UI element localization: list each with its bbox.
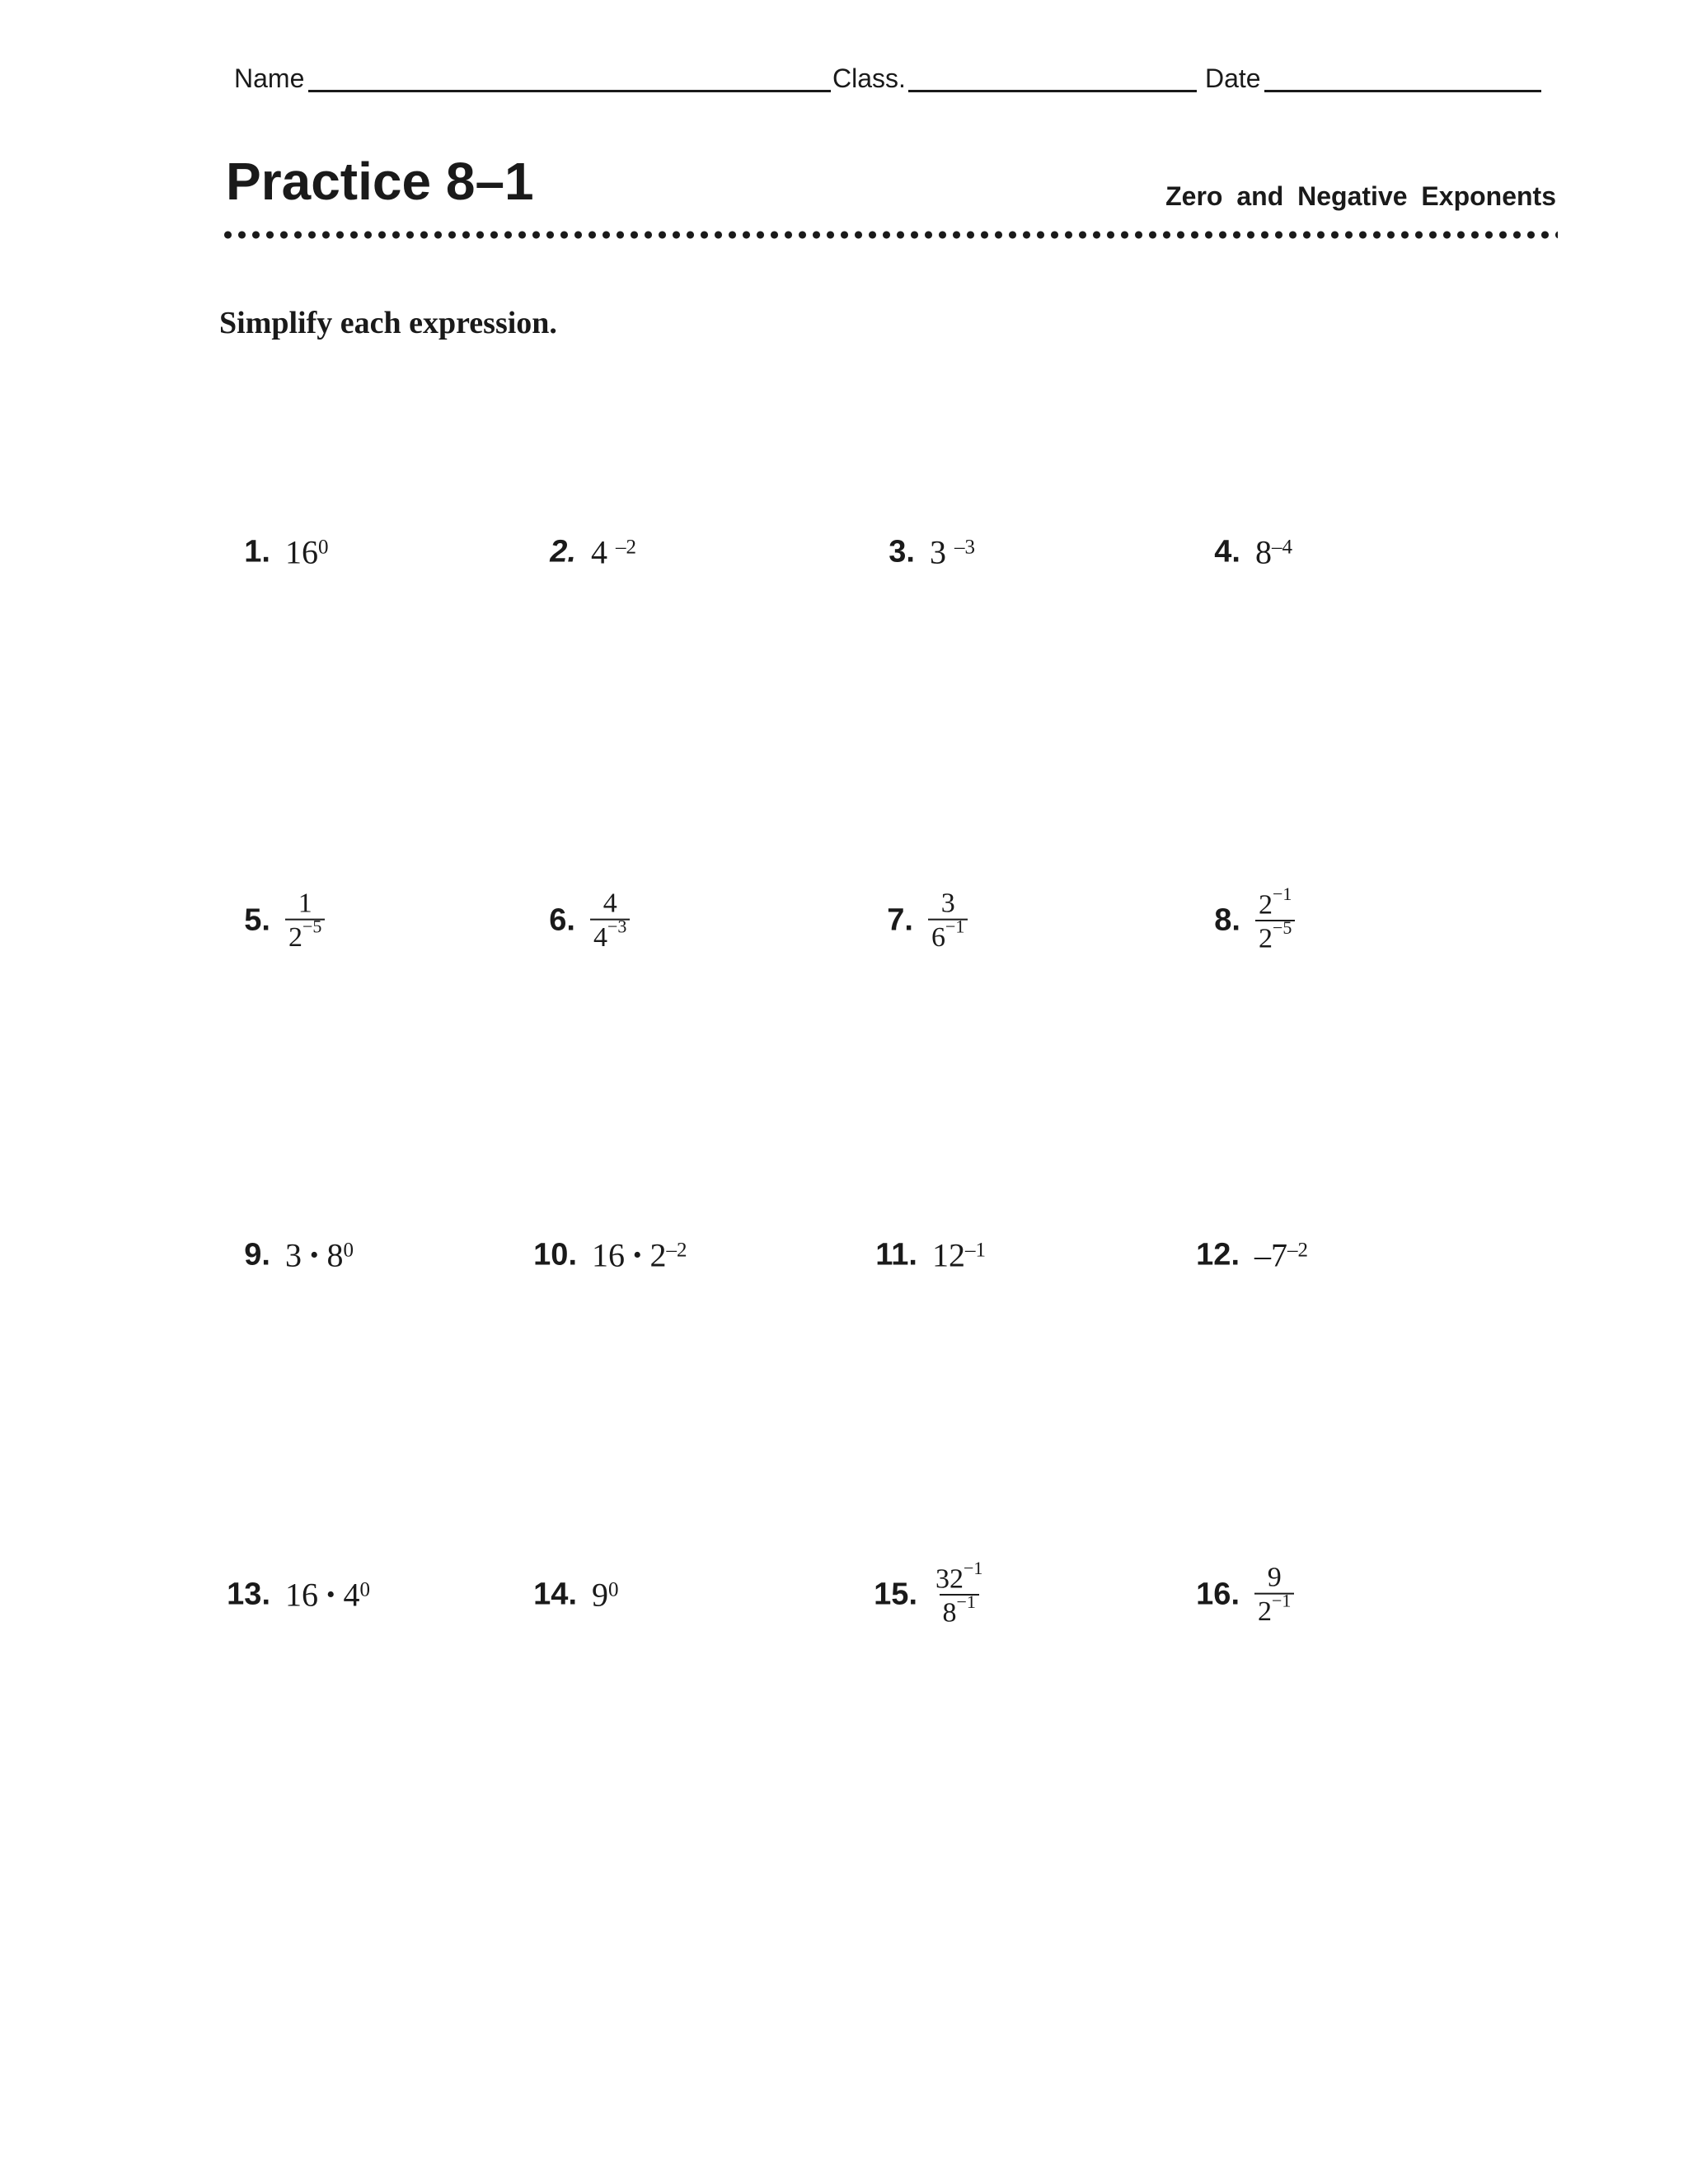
numerator: 3 bbox=[940, 888, 955, 919]
denominator bbox=[940, 1591, 979, 1629]
denominator bbox=[1254, 1592, 1294, 1626]
exponent: 0 bbox=[343, 1239, 354, 1261]
date-label: Date bbox=[1205, 63, 1261, 93]
multiply-dot: • bbox=[633, 1241, 642, 1268]
expression bbox=[930, 533, 975, 572]
expression bbox=[591, 533, 636, 572]
problem-number: 9. bbox=[244, 1237, 270, 1272]
problem-number: 4. bbox=[1214, 534, 1240, 569]
date-field[interactable] bbox=[1205, 58, 1551, 99]
expression bbox=[592, 1236, 687, 1275]
base: 4 bbox=[591, 533, 607, 571]
numerator bbox=[932, 1557, 986, 1595]
problem-number: 6. bbox=[549, 902, 575, 938]
base: 8 bbox=[1255, 533, 1272, 571]
expression bbox=[590, 889, 630, 953]
problem-number: 1. bbox=[244, 534, 270, 569]
multiply-dot: • bbox=[310, 1241, 319, 1268]
expression bbox=[285, 533, 329, 572]
name-label: Name bbox=[234, 63, 305, 93]
problem-number: 7. bbox=[887, 902, 913, 938]
exponent: –2 bbox=[1287, 1239, 1308, 1261]
name-field[interactable] bbox=[234, 58, 836, 99]
exponent: –2 bbox=[616, 536, 636, 558]
problem-number: 5. bbox=[244, 902, 270, 938]
fraction bbox=[590, 889, 630, 953]
page-subtitle: Zero and Negative Exponents bbox=[1165, 181, 1556, 211]
expression bbox=[592, 1576, 619, 1615]
problem-number: 12. bbox=[1196, 1237, 1240, 1272]
problem-number: 16. bbox=[1196, 1577, 1240, 1612]
denominator-base: 8 bbox=[942, 1597, 957, 1629]
denominator-base: 2 bbox=[1259, 923, 1273, 954]
fraction bbox=[285, 889, 325, 953]
class-field[interactable] bbox=[832, 58, 1203, 99]
exponent: –3 bbox=[954, 536, 975, 558]
class-label: Class. bbox=[832, 63, 906, 93]
denominator-base: 4 bbox=[593, 921, 607, 953]
fraction bbox=[932, 1557, 986, 1629]
denominator bbox=[590, 918, 630, 952]
expression bbox=[285, 889, 325, 953]
base: 2 bbox=[649, 1236, 667, 1274]
denominator bbox=[1255, 917, 1295, 954]
coefficient: 3 bbox=[285, 1236, 302, 1274]
class-line[interactable] bbox=[908, 90, 1197, 92]
numerator-exponent: −1 bbox=[1273, 883, 1292, 904]
base: 12 bbox=[932, 1236, 965, 1274]
expression bbox=[932, 1236, 986, 1275]
expression bbox=[285, 1576, 370, 1615]
problem-number: 10. bbox=[533, 1237, 577, 1272]
problem-number: 15. bbox=[874, 1577, 917, 1612]
base: 9 bbox=[592, 1576, 608, 1614]
fraction bbox=[928, 889, 968, 953]
coefficient: 16 bbox=[592, 1236, 625, 1274]
problem-number: 11. bbox=[875, 1237, 917, 1272]
date-line[interactable] bbox=[1264, 90, 1541, 92]
expression bbox=[285, 1236, 354, 1275]
expression bbox=[932, 1557, 986, 1629]
denominator-exponent: −3 bbox=[607, 916, 627, 937]
instructions: Simplify each expression. bbox=[219, 306, 557, 340]
dotted-divider bbox=[221, 227, 1558, 242]
numerator-exponent: −1 bbox=[964, 1557, 983, 1578]
base: 3 bbox=[930, 533, 946, 571]
denominator-base: 2 bbox=[1258, 1596, 1272, 1627]
base: 16 bbox=[285, 533, 318, 571]
exponent: 0 bbox=[608, 1578, 619, 1601]
expression bbox=[1254, 1563, 1294, 1627]
name-line[interactable] bbox=[308, 90, 831, 92]
denominator-exponent: −1 bbox=[945, 916, 965, 937]
expression bbox=[1254, 1236, 1308, 1275]
fraction bbox=[1254, 1563, 1294, 1627]
numerator-base: 32 bbox=[935, 1563, 964, 1595]
numerator bbox=[1255, 883, 1295, 921]
exponent: –2 bbox=[666, 1239, 687, 1261]
base: –7 bbox=[1254, 1236, 1287, 1274]
denominator-exponent: −1 bbox=[956, 1591, 976, 1612]
problem-number: 3. bbox=[889, 534, 915, 569]
denominator-exponent: −5 bbox=[302, 916, 322, 937]
denominator bbox=[285, 918, 325, 952]
problem-number: 13. bbox=[227, 1577, 270, 1612]
fraction bbox=[1255, 883, 1295, 954]
exponent: 0 bbox=[359, 1578, 371, 1601]
numerator-base: 2 bbox=[1259, 889, 1273, 921]
denominator-exponent: −1 bbox=[1272, 1590, 1292, 1611]
denominator-base: 6 bbox=[931, 921, 945, 953]
multiply-dot: • bbox=[326, 1581, 335, 1608]
numerator: 9 bbox=[1267, 1562, 1282, 1593]
base: 8 bbox=[326, 1236, 344, 1274]
page-title: Practice 8–1 bbox=[226, 152, 534, 211]
numerator: 1 bbox=[298, 888, 312, 919]
problem-number: 14. bbox=[533, 1577, 577, 1612]
exponent: –1 bbox=[965, 1239, 986, 1261]
denominator-exponent: −5 bbox=[1273, 917, 1292, 938]
denominator bbox=[928, 918, 968, 952]
expression bbox=[1255, 533, 1292, 572]
expression bbox=[1255, 883, 1295, 954]
numerator: 4 bbox=[603, 888, 617, 919]
expression bbox=[928, 889, 968, 953]
problem-number: 8. bbox=[1214, 902, 1240, 938]
base: 4 bbox=[343, 1576, 360, 1614]
exponent: 0 bbox=[318, 536, 329, 558]
denominator-base: 2 bbox=[288, 921, 302, 953]
problem-number: 2. bbox=[550, 534, 576, 569]
coefficient: 16 bbox=[285, 1576, 318, 1614]
exponent: –4 bbox=[1272, 536, 1292, 558]
